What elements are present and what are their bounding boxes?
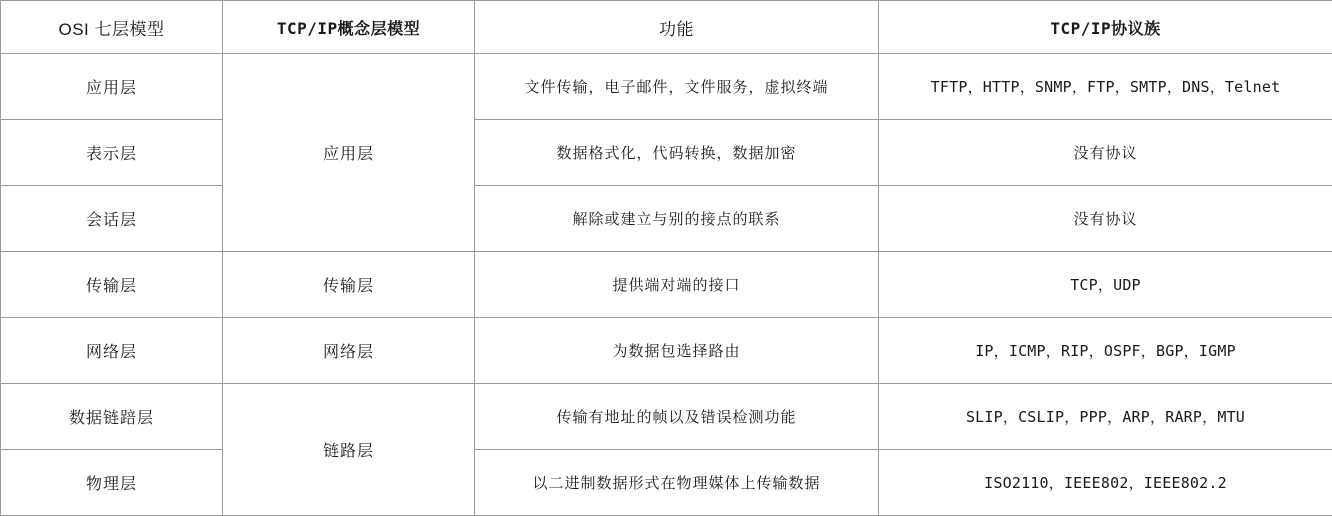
cell-function: 文件传输，电子邮件，文件服务，虚拟终端 bbox=[475, 54, 879, 120]
cell-function: 传输有地址的帧以及错误检测功能 bbox=[475, 384, 879, 450]
cell-function: 解除或建立与别的接点的联系 bbox=[475, 186, 879, 252]
cell-protocols: ISO2110，IEEE802，IEEE802.2 bbox=[879, 450, 1332, 516]
cell-osi-layer: 网络层 bbox=[1, 318, 223, 384]
column-header-protocols: TCP/IP协议族 bbox=[879, 1, 1332, 54]
cell-function: 提供端对端的接口 bbox=[475, 252, 879, 318]
cell-tcpip-layer: 传输层 bbox=[223, 252, 475, 318]
cell-osi-layer: 表示层 bbox=[1, 120, 223, 186]
column-header-tcpip-model: TCP/IP概念层模型 bbox=[223, 1, 475, 54]
cell-protocols: SLIP，CSLIP，PPP，ARP，RARP，MTU bbox=[879, 384, 1332, 450]
cell-function: 以二进制数据形式在物理媒体上传输数据 bbox=[475, 450, 879, 516]
cell-protocols: IP，ICMP，RIP，OSPF，BGP，IGMP bbox=[879, 318, 1332, 384]
column-header-function: 功能 bbox=[475, 1, 879, 54]
column-header-osi: OSI 七层模型 bbox=[1, 1, 223, 54]
cell-function: 数据格式化，代码转换，数据加密 bbox=[475, 120, 879, 186]
cell-function: 为数据包选择路由 bbox=[475, 318, 879, 384]
table-row bbox=[1, 252, 1332, 318]
cell-tcpip-layer: 链路层 bbox=[223, 384, 475, 516]
cell-osi-layer: 物理层 bbox=[1, 450, 223, 516]
cell-osi-layer: 传输层 bbox=[1, 252, 223, 318]
cell-osi-layer: 会话层 bbox=[1, 186, 223, 252]
cell-tcpip-layer: 网络层 bbox=[223, 318, 475, 384]
cell-protocols: 没有协议 bbox=[879, 120, 1332, 186]
header-row bbox=[1, 1, 1332, 54]
table-header bbox=[1, 1, 1332, 54]
cell-tcpip-layer: 应用层 bbox=[223, 54, 475, 252]
table-row bbox=[1, 450, 1332, 516]
table-row bbox=[1, 384, 1332, 450]
table-row bbox=[1, 120, 1332, 186]
cell-protocols: TFTP，HTTP，SNMP，FTP，SMTP，DNS，Telnet bbox=[879, 54, 1332, 120]
table-row bbox=[1, 54, 1332, 120]
cell-protocols: 没有协议 bbox=[879, 186, 1332, 252]
table-body bbox=[1, 54, 1332, 516]
table-row bbox=[1, 318, 1332, 384]
cell-osi-layer: 应用层 bbox=[1, 54, 223, 120]
cell-osi-layer: 数据链踣层 bbox=[1, 384, 223, 450]
cell-protocols: TCP，UDP bbox=[879, 252, 1332, 318]
table-row bbox=[1, 186, 1332, 252]
